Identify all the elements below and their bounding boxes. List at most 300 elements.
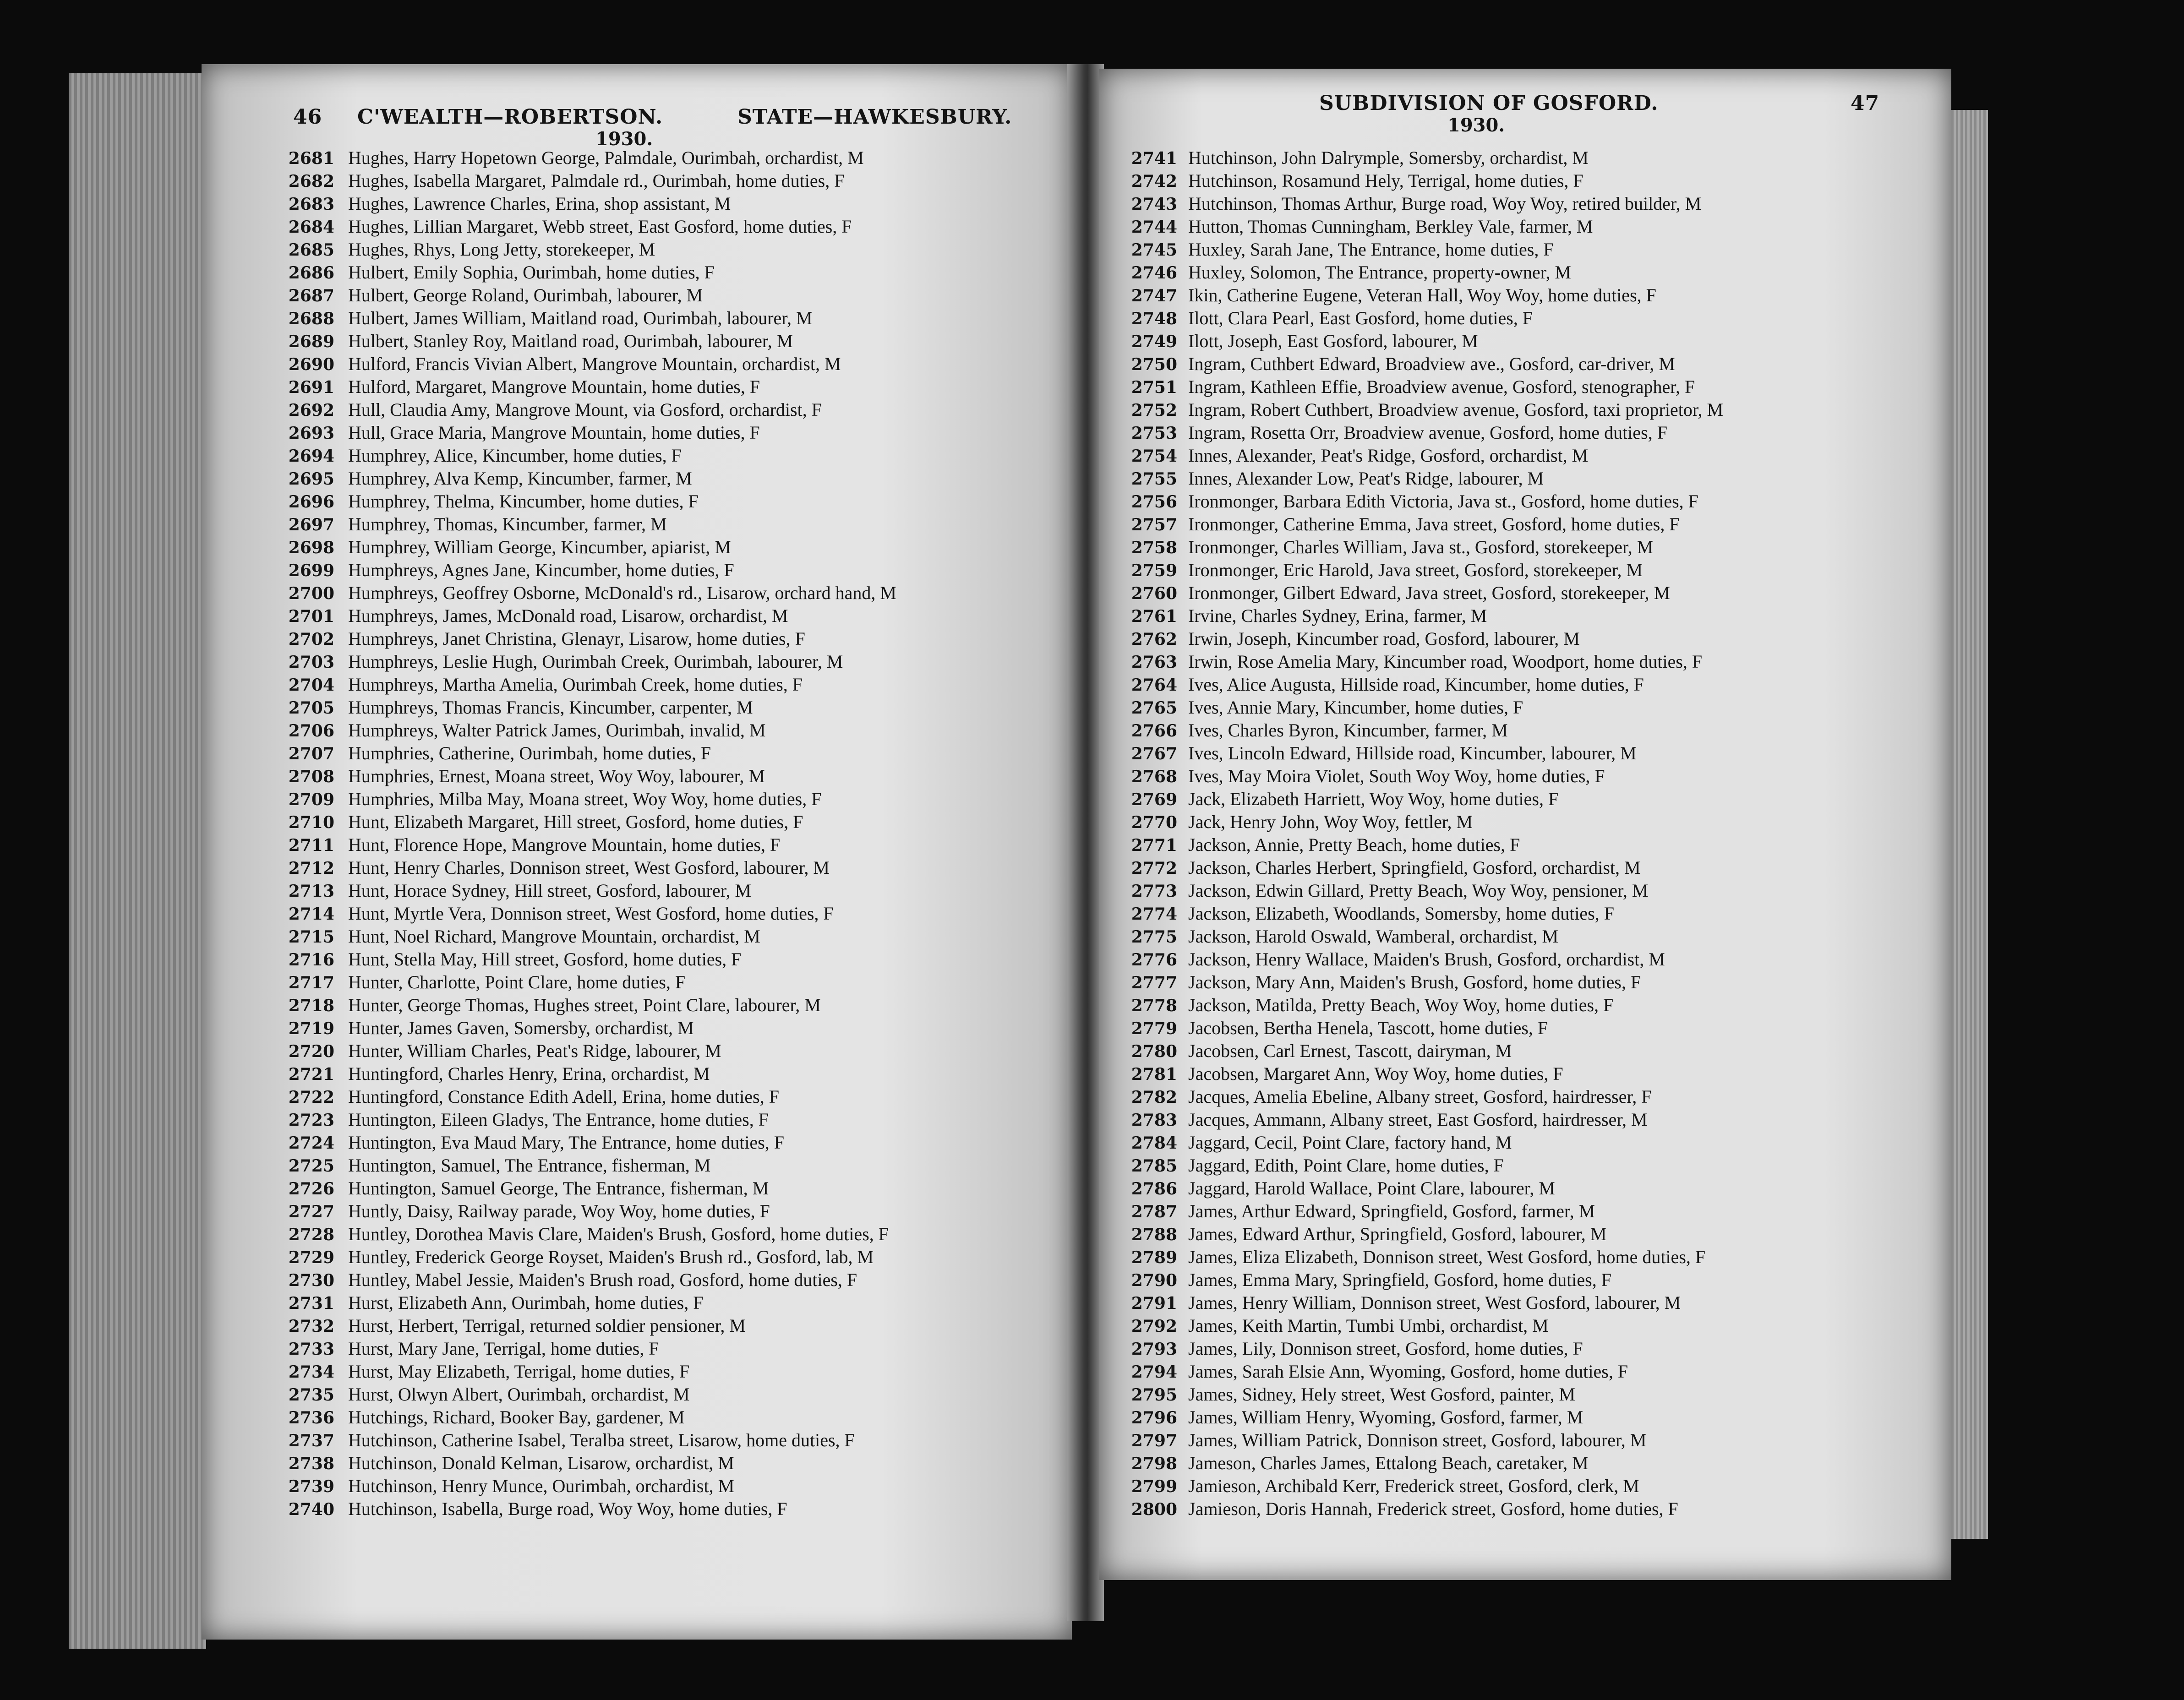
entry-text: Irvine, Charles Sydney, Erina, farmer, M	[1188, 605, 1487, 626]
entry-number: 2789	[1131, 1248, 1177, 1267]
roll-entry	[279, 673, 1058, 696]
roll-entry	[1127, 490, 1947, 513]
roll-entry	[279, 513, 1058, 536]
roll-entry	[1127, 582, 1947, 605]
roll-entry	[279, 1040, 1058, 1062]
roll-entry	[279, 1062, 1058, 1085]
entry-text: Humphrey, Thomas, Kincumber, farmer, M	[348, 514, 667, 534]
entry-text: Hurst, Elizabeth Ann, Ourimbah, home duties, F	[348, 1292, 704, 1313]
roll-entry	[1127, 1200, 1947, 1223]
entry-text: Humphreys, Martha Amelia, Ourimbah Creek, home duties, F	[348, 674, 803, 695]
entry-number: 2764	[1131, 676, 1177, 695]
entry-text: Huntington, Samuel George, The Entrance, fisherman, M	[348, 1178, 769, 1199]
entry-text: Hughes, Rhys, Long Jetty, storekeeper, M	[348, 239, 655, 260]
entry-text: Jack, Henry John, Woy Woy, fettler, M	[1188, 812, 1473, 832]
entry-text: Hunter, William Charles, Peat's Ridge, labourer, M	[348, 1041, 721, 1061]
roll-entry	[1127, 1017, 1947, 1040]
entry-text: Hutchings, Richard, Booker Bay, gardener, M	[348, 1407, 685, 1428]
right-page	[1099, 69, 1951, 1580]
entry-number: 2738	[288, 1454, 334, 1473]
entry-number: 2699	[288, 561, 334, 580]
entry-number: 2748	[1131, 309, 1177, 328]
entry-text: Jaggard, Cecil, Point Clare, factory hand, M	[1188, 1132, 1512, 1153]
entry-number: 2768	[1131, 767, 1177, 786]
entry-text: Hurst, Herbert, Terrigal, returned soldier pensioner, M	[348, 1315, 746, 1336]
entry-text: Jamieson, Archibald Kerr, Frederick street, Gosford, clerk, M	[1188, 1476, 1639, 1496]
roll-entry	[1127, 330, 1947, 353]
entry-number: 2731	[288, 1294, 334, 1313]
entry-number: 2696	[288, 492, 334, 512]
roll-entry	[1127, 1314, 1947, 1337]
entry-number: 2711	[288, 836, 334, 855]
entry-number: 2747	[1131, 286, 1177, 305]
entry-text: Humphrey, Thelma, Kincumber, home duties, F	[348, 491, 699, 512]
entry-text: Ives, Lincoln Edward, Hillside road, Kincumber, labourer, M	[1188, 743, 1637, 763]
entry-text: Jamieson, Doris Hannah, Frederick street, Gosford, home duties, F	[1188, 1498, 1678, 1519]
entry-text: Jacobsen, Bertha Henela, Tascott, home duties, F	[1188, 1018, 1548, 1038]
entry-number: 2714	[288, 904, 334, 924]
roll-entry	[1127, 696, 1947, 719]
right-header-subdivision: SUBDIVISION OF GOSFORD.	[1319, 92, 1659, 115]
entry-number: 2739	[288, 1477, 334, 1496]
entry-text: Hunt, Noel Richard, Mangrove Mountain, orchardist, M	[348, 926, 760, 947]
entry-text: Huntley, Dorothea Mavis Clare, Maiden's Brush, Gosford, home duties, F	[348, 1224, 889, 1244]
roll-entry	[279, 1177, 1058, 1200]
entry-number: 2725	[288, 1156, 334, 1176]
roll-entry	[279, 742, 1058, 765]
roll-entry	[1127, 1291, 1947, 1314]
entry-number: 2775	[1131, 927, 1177, 947]
roll-entry	[1127, 467, 1947, 490]
entry-number: 2686	[288, 263, 334, 283]
entry-number: 2682	[288, 172, 334, 191]
entry-text: Hunter, George Thomas, Hughes street, Point Clare, labourer, M	[348, 995, 821, 1015]
roll-entry	[279, 192, 1058, 215]
roll-entry	[279, 994, 1058, 1017]
entry-text: Humphreys, Leslie Hugh, Ourimbah Creek, Ourimbah, labourer, M	[348, 651, 843, 672]
entry-text: Jack, Elizabeth Harriett, Woy Woy, home duties, F	[1188, 789, 1559, 809]
roll-entry	[1127, 169, 1947, 192]
roll-entry	[1127, 1269, 1947, 1291]
roll-entry	[279, 719, 1058, 742]
entry-number: 2777	[1131, 973, 1177, 992]
roll-entry	[1127, 1383, 1947, 1406]
roll-entry	[1127, 627, 1947, 650]
entry-text: Hughes, Lillian Margaret, Webb street, East Gosford, home duties, F	[348, 216, 852, 237]
entry-text: Hutchinson, Rosamund Hely, Terrigal, home duties, F	[1188, 170, 1583, 191]
entry-number: 2733	[288, 1340, 334, 1359]
entry-text: Humphries, Ernest, Moana street, Woy Woy, labourer, M	[348, 766, 765, 786]
entry-text: James, Keith Martin, Tumbi Umbi, orchardist, M	[1188, 1315, 1549, 1336]
entry-text: Jameson, Charles James, Ettalong Beach, caretaker, M	[1188, 1453, 1589, 1473]
roll-entry	[279, 948, 1058, 971]
entry-number: 2772	[1131, 859, 1177, 878]
roll-entry	[279, 467, 1058, 490]
entry-number: 2688	[288, 309, 334, 328]
entry-number: 2781	[1131, 1065, 1177, 1084]
entry-number: 2746	[1131, 263, 1177, 283]
entry-number: 2700	[288, 584, 334, 603]
entry-number: 2718	[288, 996, 334, 1015]
entry-text: Jackson, Charles Herbert, Springfield, Gosford, orchardist, M	[1188, 857, 1641, 878]
roll-entry	[1127, 994, 1947, 1017]
roll-entry	[279, 856, 1058, 879]
roll-entry	[1127, 192, 1947, 215]
entry-text: Hughes, Lawrence Charles, Erina, shop assistant, M	[348, 193, 731, 214]
entry-number: 2796	[1131, 1408, 1177, 1428]
roll-entry	[1127, 1131, 1947, 1154]
entry-text: Innes, Alexander, Peat's Ridge, Gosford, orchardist, M	[1188, 445, 1589, 466]
entry-text: Hull, Claudia Amy, Mangrove Mount, via Gosford, orchardist, F	[348, 399, 822, 420]
entry-number: 2769	[1131, 790, 1177, 809]
roll-entry	[1127, 215, 1947, 238]
entry-number: 2779	[1131, 1019, 1177, 1038]
roll-entry	[279, 1291, 1058, 1314]
entry-text: Humphries, Milba May, Moana street, Woy Woy, home duties, F	[348, 789, 822, 809]
entry-number: 2798	[1131, 1454, 1177, 1473]
entry-number: 2732	[288, 1317, 334, 1336]
roll-entry	[1127, 742, 1947, 765]
entry-text: Humphrey, Alva Kemp, Kincumber, farmer, M	[348, 468, 692, 489]
entry-text: Humphrey, Alice, Kincumber, home duties, F	[348, 445, 682, 466]
entry-text: James, Sidney, Hely street, West Gosford, painter, M	[1188, 1384, 1576, 1405]
entry-text: Hulford, Margaret, Mangrove Mountain, home duties, F	[348, 376, 760, 397]
roll-entry	[1127, 856, 1947, 879]
entry-number: 2753	[1131, 424, 1177, 443]
roll-entry	[1127, 1246, 1947, 1269]
entry-number: 2703	[288, 653, 334, 672]
roll-entry	[279, 238, 1058, 261]
entry-number: 2758	[1131, 538, 1177, 557]
entry-number: 2735	[288, 1385, 334, 1405]
entry-text: Hulbert, Stanley Roy, Maitland road, Ourimbah, labourer, M	[348, 331, 793, 351]
entry-number: 2752	[1131, 401, 1177, 420]
entry-number: 2720	[288, 1042, 334, 1061]
roll-entry	[1127, 650, 1947, 673]
entry-text: Huntington, Eileen Gladys, The Entrance, home duties, F	[348, 1109, 769, 1130]
entry-text: Humphries, Catherine, Ourimbah, home duties, F	[348, 743, 711, 763]
entry-text: Huxley, Sarah Jane, The Entrance, home duties, F	[1188, 239, 1554, 260]
entry-number: 2760	[1131, 584, 1177, 603]
entry-text: Jacques, Amelia Ebeline, Albany street, Gosford, hairdresser, F	[1188, 1086, 1652, 1107]
entry-text: Humphrey, William George, Kincumber, apiarist, M	[348, 537, 731, 557]
entry-number: 2744	[1131, 218, 1177, 237]
roll-entry	[1127, 1062, 1947, 1085]
roll-entry	[279, 879, 1058, 902]
left-header-state: STATE—HAWKESBURY.	[737, 105, 1012, 129]
entry-text: Ironmonger, Barbara Edith Victoria, Java st., Gosford, home duties, F	[1188, 491, 1698, 512]
entry-text: Huntington, Samuel, The Entrance, fisherman, M	[348, 1155, 711, 1176]
entry-number: 2724	[288, 1133, 334, 1153]
entry-text: Hutchinson, Henry Munce, Ourimbah, orchardist, M	[348, 1476, 735, 1496]
roll-entry	[279, 330, 1058, 353]
entry-text: Hulbert, Emily Sophia, Ourimbah, home duties, F	[348, 262, 715, 283]
entry-text: Hurst, Mary Jane, Terrigal, home duties, F	[348, 1338, 659, 1359]
roll-entry	[279, 147, 1058, 169]
entry-number: 2791	[1131, 1294, 1177, 1313]
roll-entry	[279, 1383, 1058, 1406]
entry-number: 2797	[1131, 1431, 1177, 1450]
entry-number: 2794	[1131, 1362, 1177, 1382]
entry-number: 2694	[288, 447, 334, 466]
entry-number: 2792	[1131, 1317, 1177, 1336]
entry-number: 2765	[1131, 698, 1177, 718]
entry-number: 2695	[288, 469, 334, 489]
entry-number: 2799	[1131, 1477, 1177, 1496]
entry-number: 2750	[1131, 355, 1177, 374]
roll-entry	[279, 925, 1058, 948]
roll-entry	[1127, 788, 1947, 811]
entry-text: Ironmonger, Catherine Emma, Java street, Gosford, home duties, F	[1188, 514, 1680, 534]
entry-text: Hunt, Horace Sydney, Hill street, Gosford, labourer, M	[348, 880, 752, 901]
entry-number: 2704	[288, 676, 334, 695]
roll-entry	[1127, 811, 1947, 834]
entry-number: 2788	[1131, 1225, 1177, 1244]
entry-text: Jackson, Edwin Gillard, Pretty Beach, Woy Woy, pensioner, M	[1188, 880, 1649, 901]
right-year: 1930.	[1447, 114, 1505, 136]
entry-number: 2743	[1131, 195, 1177, 214]
entry-number: 2684	[288, 218, 334, 237]
roll-entry	[279, 788, 1058, 811]
roll-entry	[1127, 948, 1947, 971]
roll-entry	[1127, 673, 1947, 696]
entry-text: Ingram, Rosetta Orr, Broadview avenue, Gosford, home duties, F	[1188, 422, 1667, 443]
roll-entry	[279, 559, 1058, 582]
roll-entry	[279, 765, 1058, 788]
entry-text: Jackson, Elizabeth, Woodlands, Somersby, home duties, F	[1188, 903, 1614, 924]
roll-entry	[1127, 834, 1947, 856]
roll-entry	[279, 1246, 1058, 1269]
entry-number: 2708	[288, 767, 334, 786]
entry-number: 2706	[288, 721, 334, 741]
roll-entry	[279, 650, 1058, 673]
entry-number: 2759	[1131, 561, 1177, 580]
roll-entry	[279, 1017, 1058, 1040]
entry-number: 2691	[288, 378, 334, 397]
roll-entry	[279, 627, 1058, 650]
entry-text: Hunt, Elizabeth Margaret, Hill street, Gosford, home duties, F	[348, 812, 803, 832]
roll-entry	[279, 1269, 1058, 1291]
roll-entry	[279, 1154, 1058, 1177]
roll-entry	[1127, 353, 1947, 376]
roll-entry	[1127, 261, 1947, 284]
entry-text: Jacques, Ammann, Albany street, East Gosford, hairdresser, M	[1188, 1109, 1648, 1130]
entry-number: 2723	[288, 1111, 334, 1130]
entry-number: 2690	[288, 355, 334, 374]
roll-entry	[279, 398, 1058, 421]
roll-entry	[279, 696, 1058, 719]
entry-text: Hughes, Harry Hopetown George, Palmdale, Ourimbah, orchardist, M	[348, 147, 864, 168]
entry-text: Jackson, Henry Wallace, Maiden's Brush, Gosford, orchardist, M	[1188, 949, 1665, 970]
roll-entry	[279, 490, 1058, 513]
entry-number: 2783	[1131, 1111, 1177, 1130]
entry-number: 2756	[1131, 492, 1177, 512]
entry-number: 2730	[288, 1271, 334, 1290]
roll-entry	[279, 284, 1058, 307]
entry-text: Ives, Charles Byron, Kincumber, farmer, M	[1188, 720, 1508, 741]
entry-number: 2737	[288, 1431, 334, 1450]
roll-entry	[279, 536, 1058, 559]
entry-number: 2707	[288, 744, 334, 763]
roll-entry	[1127, 147, 1947, 169]
entry-number: 2742	[1131, 172, 1177, 191]
entry-number: 2728	[288, 1225, 334, 1244]
right-page-number: 47	[1851, 92, 1880, 115]
entry-text: Humphreys, Walter Patrick James, Ourimbah, invalid, M	[348, 720, 766, 741]
roll-entry	[1127, 421, 1947, 444]
roll-entry	[1127, 925, 1947, 948]
entry-number: 2745	[1131, 240, 1177, 260]
entry-text: Jaggard, Edith, Point Clare, home duties, F	[1188, 1155, 1504, 1176]
entry-number: 2800	[1131, 1500, 1177, 1519]
entry-text: Huntingford, Charles Henry, Erina, orchardist, M	[348, 1063, 710, 1084]
roll-entry	[279, 376, 1058, 398]
entry-number: 2729	[288, 1248, 334, 1267]
entry-text: Ironmonger, Gilbert Edward, Java street, Gosford, storekeeper, M	[1188, 583, 1671, 603]
entry-text: Hurst, May Elizabeth, Terrigal, home duties, F	[348, 1361, 690, 1382]
entry-number: 2740	[288, 1500, 334, 1519]
roll-entry	[279, 1085, 1058, 1108]
entry-text: Ironmonger, Eric Harold, Java street, Gosford, storekeeper, M	[1188, 560, 1643, 580]
entry-number: 2717	[288, 973, 334, 992]
entry-text: Humphreys, Thomas Francis, Kincumber, carpenter, M	[348, 697, 753, 718]
roll-entry	[279, 902, 1058, 925]
roll-entry	[1127, 1475, 1947, 1498]
entry-text: James, Emma Mary, Springfield, Gosford, home duties, F	[1188, 1270, 1611, 1290]
roll-entry	[279, 444, 1058, 467]
entry-text: James, William Henry, Wyoming, Gosford, farmer, M	[1188, 1407, 1583, 1428]
entry-text: Hunter, Charlotte, Point Clare, home duties, F	[348, 972, 686, 992]
roll-entry	[1127, 513, 1947, 536]
entry-number: 2697	[288, 515, 334, 534]
entry-number: 2786	[1131, 1179, 1177, 1199]
roll-entry	[279, 1108, 1058, 1131]
entry-number: 2771	[1131, 836, 1177, 855]
entry-number: 2687	[288, 286, 334, 305]
entry-number: 2749	[1131, 332, 1177, 351]
entry-text: Jackson, Harold Oswald, Wamberal, orchardist, M	[1188, 926, 1559, 947]
roll-entry	[279, 1200, 1058, 1223]
left-header-commonwealth: C'WEALTH—ROBERTSON.	[357, 105, 663, 129]
roll-entry	[279, 1223, 1058, 1246]
left-roll-entries	[279, 147, 1058, 1520]
roll-entry	[1127, 1429, 1947, 1452]
right-running-head	[1099, 92, 1951, 124]
entry-text: Hutton, Thomas Cunningham, Berkley Vale, farmer, M	[1188, 216, 1593, 237]
entry-text: Ingram, Kathleen Effie, Broadview avenue, Gosford, stenographer, F	[1188, 376, 1695, 397]
roll-entry	[1127, 284, 1947, 307]
entry-number: 2782	[1131, 1088, 1177, 1107]
roll-entry	[1127, 307, 1947, 330]
roll-entry	[1127, 398, 1947, 421]
entry-number: 2715	[288, 927, 334, 947]
entry-text: Ikin, Catherine Eugene, Veteran Hall, Woy Woy, home duties, F	[1188, 285, 1656, 305]
entry-number: 2698	[288, 538, 334, 557]
roll-entry	[279, 605, 1058, 627]
entry-text: Jackson, Matilda, Pretty Beach, Woy Woy, home duties, F	[1188, 995, 1614, 1015]
roll-entry	[1127, 559, 1947, 582]
roll-entry	[1127, 879, 1947, 902]
entry-text: Hughes, Isabella Margaret, Palmdale rd., Ourimbah, home duties, F	[348, 170, 845, 191]
entry-text: Huntingford, Constance Edith Adell, Erina, home duties, F	[348, 1086, 779, 1107]
entry-number: 2790	[1131, 1271, 1177, 1290]
entry-text: Huntley, Frederick George Royset, Maiden's Brush rd., Gosford, lab, M	[348, 1247, 874, 1267]
roll-entry	[279, 834, 1058, 856]
entry-text: Ives, Alice Augusta, Hillside road, Kincumber, home duties, F	[1188, 674, 1644, 695]
left-year: 1930.	[595, 128, 653, 150]
entry-text: Hulbert, James William, Maitland road, Ourimbah, labourer, M	[348, 308, 813, 328]
entry-number: 2774	[1131, 904, 1177, 924]
roll-entry	[1127, 1154, 1947, 1177]
entry-number: 2683	[288, 195, 334, 214]
roll-entry	[279, 421, 1058, 444]
roll-entry	[279, 261, 1058, 284]
entry-text: Jaggard, Harold Wallace, Point Clare, labourer, M	[1188, 1178, 1555, 1199]
entry-number: 2778	[1131, 996, 1177, 1015]
entry-number: 2702	[288, 630, 334, 649]
entry-text: Hunt, Henry Charles, Donnison street, West Gosford, labourer, M	[348, 857, 830, 878]
entry-text: Hull, Grace Maria, Mangrove Mountain, home duties, F	[348, 422, 760, 443]
entry-number: 2751	[1131, 378, 1177, 397]
roll-entry	[279, 1360, 1058, 1383]
roll-entry	[279, 1498, 1058, 1520]
roll-entry	[279, 1131, 1058, 1154]
entry-text: Jackson, Annie, Pretty Beach, home duties, F	[1188, 834, 1520, 855]
left-page-number: 46	[293, 105, 322, 129]
entry-number: 2734	[288, 1362, 334, 1382]
roll-entry	[279, 971, 1058, 994]
entry-text: Innes, Alexander Low, Peat's Ridge, labourer, M	[1188, 468, 1544, 489]
entry-number: 2787	[1131, 1202, 1177, 1221]
entry-text: Hunt, Myrtle Vera, Donnison street, West Gosford, home duties, F	[348, 903, 834, 924]
entry-number: 2795	[1131, 1385, 1177, 1405]
entry-text: Huntly, Daisy, Railway parade, Woy Woy, home duties, F	[348, 1201, 770, 1221]
roll-entry	[279, 1452, 1058, 1475]
entry-number: 2736	[288, 1408, 334, 1428]
entry-text: Huntington, Eva Maud Mary, The Entrance, home duties, F	[348, 1132, 785, 1153]
entry-number: 2773	[1131, 882, 1177, 901]
roll-entry	[1127, 605, 1947, 627]
entry-number: 2709	[288, 790, 334, 809]
roll-entry	[1127, 1498, 1947, 1520]
entry-text: Hutchinson, Isabella, Burge road, Woy Woy, home duties, F	[348, 1498, 787, 1519]
entry-number: 2776	[1131, 950, 1177, 970]
roll-entry	[1127, 1177, 1947, 1200]
entry-text: Hulbert, George Roland, Ourimbah, labourer, M	[348, 285, 703, 305]
entry-number: 2727	[288, 1202, 334, 1221]
roll-entry	[279, 1475, 1058, 1498]
entry-number: 2780	[1131, 1042, 1177, 1061]
entry-number: 2719	[288, 1019, 334, 1038]
book-page-edges-left	[69, 73, 206, 1649]
entry-text: Hunt, Florence Hope, Mangrove Mountain, home duties, F	[348, 834, 781, 855]
entry-number: 2741	[1131, 149, 1177, 168]
entry-number: 2713	[288, 882, 334, 901]
book-page-edges-right	[1947, 110, 1988, 1539]
entry-text: James, Edward Arthur, Springfield, Gosford, labourer, M	[1188, 1224, 1607, 1244]
entry-number: 2721	[288, 1065, 334, 1084]
entry-text: Ironmonger, Charles William, Java st., Gosford, storekeeper, M	[1188, 537, 1654, 557]
entry-number: 2793	[1131, 1340, 1177, 1359]
entry-text: Ilott, Clara Pearl, East Gosford, home duties, F	[1188, 308, 1533, 328]
entry-text: Humphreys, Geoffrey Osborne, McDonald's rd., Lisarow, orchard hand, M	[348, 583, 896, 603]
entry-number: 2754	[1131, 447, 1177, 466]
book-gutter	[1067, 64, 1104, 1621]
roll-entry	[1127, 1085, 1947, 1108]
entry-text: James, Sarah Elsie Ann, Wyoming, Gosford, home duties, F	[1188, 1361, 1628, 1382]
roll-entry	[279, 353, 1058, 376]
roll-entry	[279, 307, 1058, 330]
